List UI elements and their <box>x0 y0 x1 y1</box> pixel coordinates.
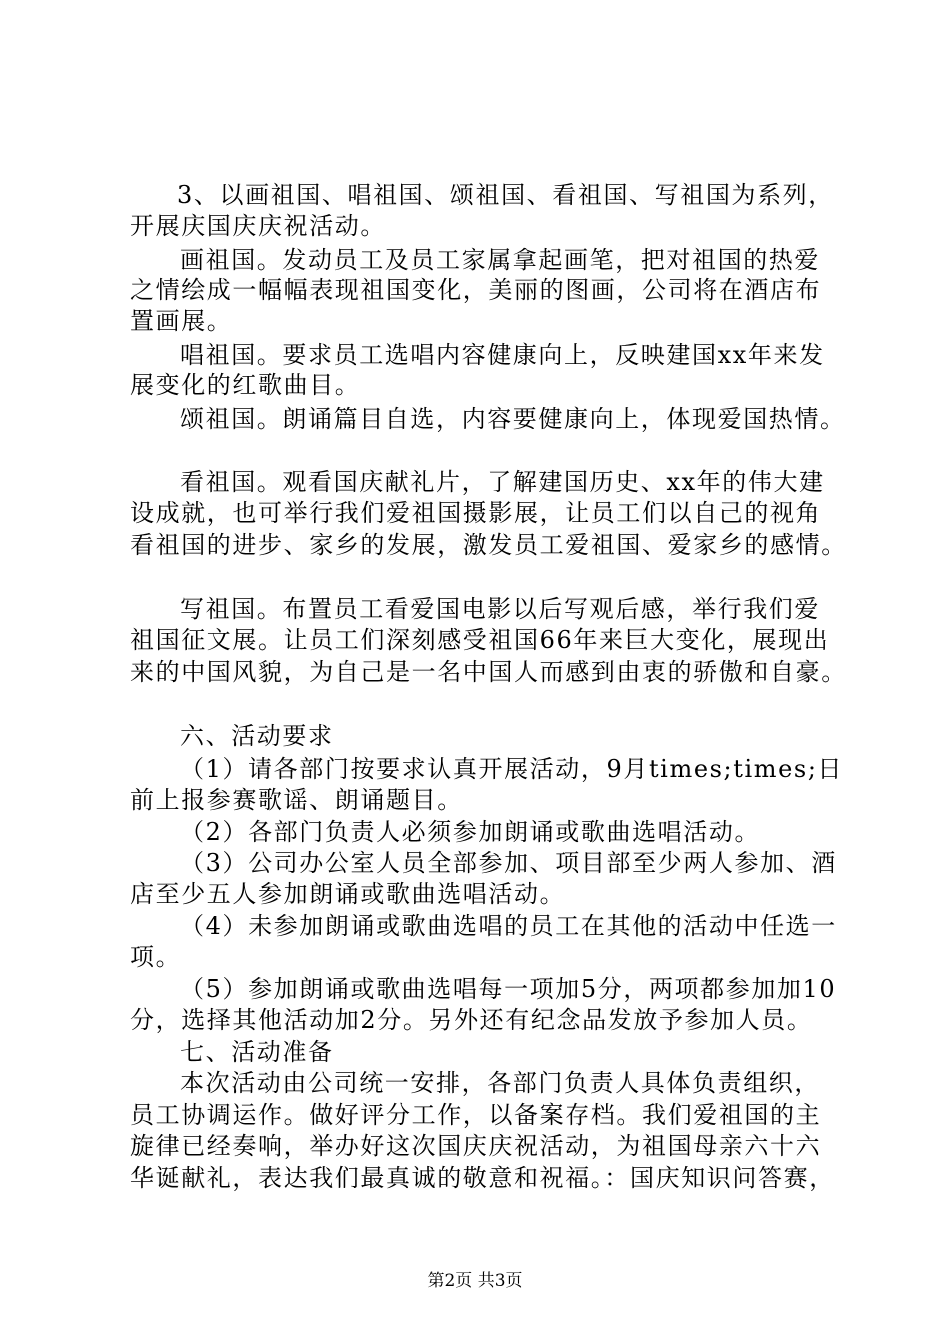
text-line: 项。 <box>130 943 182 971</box>
text-line: 3、以画祖国、唱祖国、颂祖国、看祖国、写祖国为系列， <box>177 181 834 209</box>
text-line: 旋律已经奏响，举办好这次国庆庆祝活动，为祖国母亲六十六 <box>130 1132 822 1160</box>
text-line: 来的中国风貌，为自己是一名中国人而感到由衷的骄傲和自豪。 <box>130 658 847 686</box>
text-line: 写祖国。布置员工看爱国电影以后写观后感，举行我们爱 <box>180 595 820 623</box>
page-footer: 第2页 共3页 <box>427 1271 523 1291</box>
text-line: 设成就，也可举行我们爱祖国摄影展，让员工们以自己的视角 <box>130 499 822 527</box>
text-line: 看祖国。观看国庆献礼片，了解建国历史、xx年的伟大建 <box>180 468 825 496</box>
text-line: 展变化的红歌曲目。 <box>130 371 361 399</box>
text-line: 分，选择其他活动加2分。另外还有纪念品发放予参加人员。 <box>130 1006 813 1034</box>
text-line: 华诞献礼，表达我们最真诚的敬意和祝福。：国庆知识问答赛， <box>130 1164 835 1192</box>
text-line: （1）请各部门按要求认真开展活动，9月times;times;日 <box>180 755 844 783</box>
section-heading: 六、活动要求 <box>180 722 334 750</box>
text-line: （2）各部门负责人必须参加朗诵或歌曲选唱活动。 <box>180 818 761 846</box>
text-line: 员工协调运作。做好评分工作，以备案存档。我们爱祖国的主 <box>130 1101 822 1129</box>
text-line: 本次活动由公司统一安排，各部门负责人具体负责组织， <box>180 1069 820 1097</box>
text-line: 之情绘成一幅幅表现祖国变化，美丽的图画，公司将在酒店布 <box>130 276 822 304</box>
text-line: 颂祖国。朗诵篇目自选，内容要健康向上，体现爱国热情。 <box>180 405 846 433</box>
text-line: （4）未参加朗诵或歌曲选唱的员工在其他的活动中任选一 <box>180 912 837 940</box>
text-line: （3）公司办公室人员全部参加、项目部至少两人参加、酒 <box>180 849 837 877</box>
text-line: 前上报参赛歌谣、朗诵题目。 <box>130 786 463 814</box>
text-line: 看祖国的进步、家乡的发展，激发员工爱祖国、爱家乡的感情。 <box>130 531 847 559</box>
text-line: 画祖国。发动员工及员工家属拿起画笔，把对祖国的热爱 <box>180 246 820 274</box>
text-line: 祖国征文展。让员工们深刻感受祖国66年来巨大变化，展现出 <box>130 626 830 654</box>
text-line: （5）参加朗诵或歌曲选唱每一项加5分，两项都参加加10 <box>180 975 837 1003</box>
section-heading: 七、活动准备 <box>180 1038 334 1066</box>
text-line: 店至少五人参加朗诵或歌曲选唱活动。 <box>130 880 566 908</box>
text-line: 唱祖国。要求员工选唱内容健康向上，反映建国xx年来发 <box>180 341 825 369</box>
text-line: 置画展。 <box>130 307 233 335</box>
text-line: 开展庆国庆庆祝活动。 <box>130 212 386 240</box>
